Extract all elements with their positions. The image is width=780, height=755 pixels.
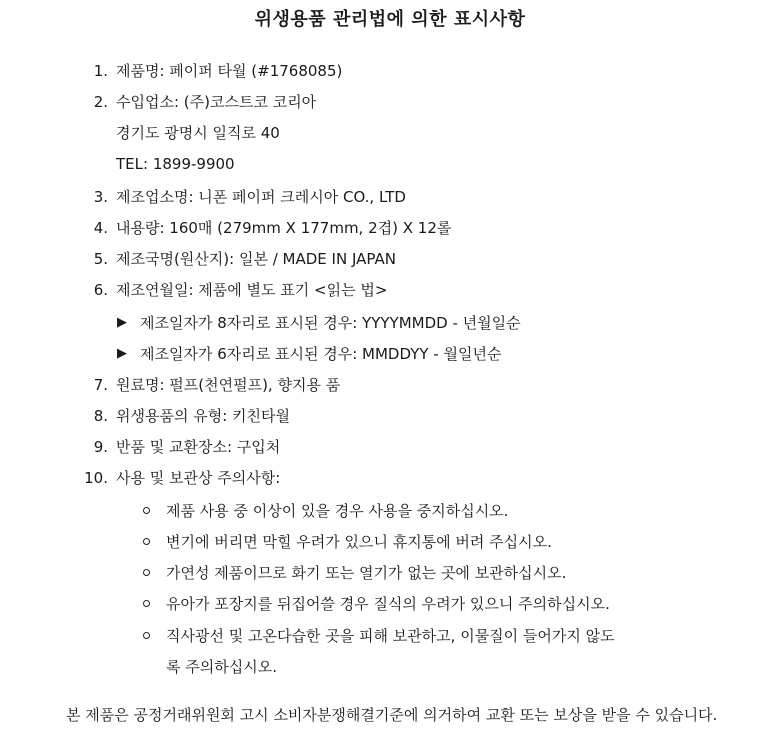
- footer-notice: 본 제품은 공정거래위원회 고시 소비자분쟁해결기준에 의거하여 교환 또는 보상을 받을 수 있습니다.: [66, 706, 718, 724]
- list-item-number: 3.: [93, 188, 108, 206]
- list-item-number: 7.: [93, 376, 108, 394]
- list-item-text: 제조연월일: 제품에 별도 표기 <읽는 법>: [116, 281, 388, 299]
- list-item-text: 제조국명(원산지): 일본 / MADE IN JAPAN: [116, 250, 396, 268]
- list-item-text: 사용 및 보관상 주의사항:: [116, 469, 281, 487]
- list-item-text: 경기도 광명시 일직로 40: [116, 124, 280, 142]
- list-item-text: 제조일자가 8자리로 표시된 경우: YYYYMMDD - 년월일순: [140, 314, 521, 332]
- list-item-text: TEL: 1899-9900: [116, 155, 235, 173]
- list-item-number: 6.: [93, 281, 108, 299]
- list-item-text: 원료명: 펄프(천연펄프), 향지용 품: [116, 376, 341, 394]
- arrow-bullet-icon: ▶: [117, 315, 127, 330]
- list-item-number: 5.: [93, 250, 108, 268]
- list-item-text: 수입업소: (주)코스트코 코리아: [116, 93, 317, 111]
- list-item-number: 2.: [93, 93, 108, 111]
- list-item-text: 제조업소명: 니폰 페이퍼 크레시아 CO., LTD: [116, 188, 406, 206]
- list-item-text: 제조일자가 6자리로 표시된 경우: MMDDYY - 월일년순: [140, 345, 502, 363]
- caution-text: 유아가 포장지를 뒤집어쓸 경우 질식의 우려가 있으니 주의하십시오.: [166, 595, 610, 613]
- circle-bullet-icon: [143, 600, 150, 607]
- list-item-number: 8.: [93, 407, 108, 425]
- circle-bullet-icon: [143, 569, 150, 576]
- circle-bullet-icon: [143, 507, 150, 514]
- list-item-number: 1.: [93, 62, 108, 80]
- list-item-number: 10.: [84, 469, 108, 487]
- arrow-bullet-icon: ▶: [117, 346, 127, 361]
- list-item-text: 반품 및 교환장소: 구입처: [116, 438, 281, 456]
- page-title: 위생용품 관리법에 의한 표시사항: [254, 9, 526, 30]
- caution-text: 직사광선 및 고온다습한 곳을 피해 보관하고, 이물질이 들어가지 않도: [166, 627, 615, 645]
- caution-text: 가연성 제품이므로 화기 또는 열기가 없는 곳에 보관하십시오.: [166, 564, 567, 582]
- list-item-number: 4.: [93, 219, 108, 237]
- list-item-text: 내용량: 160매 (279mm X 177mm, 2겹) X 12롤: [116, 219, 452, 237]
- caution-text: 제품 사용 중 이상이 있을 경우 사용을 중지하십시오.: [166, 502, 509, 520]
- caution-text: 변기에 버리면 막힐 우려가 있으니 휴지통에 버려 주십시오.: [166, 533, 552, 551]
- list-item-number: 9.: [93, 438, 108, 456]
- list-item-text: 제품명: 페이퍼 타월 (#1768085): [116, 62, 343, 80]
- circle-bullet-icon: [143, 632, 150, 639]
- circle-bullet-icon: [143, 538, 150, 545]
- list-item-text: 위생용품의 유형: 키친타월: [116, 407, 290, 425]
- caution-text: 록 주의하십시오.: [166, 658, 277, 676]
